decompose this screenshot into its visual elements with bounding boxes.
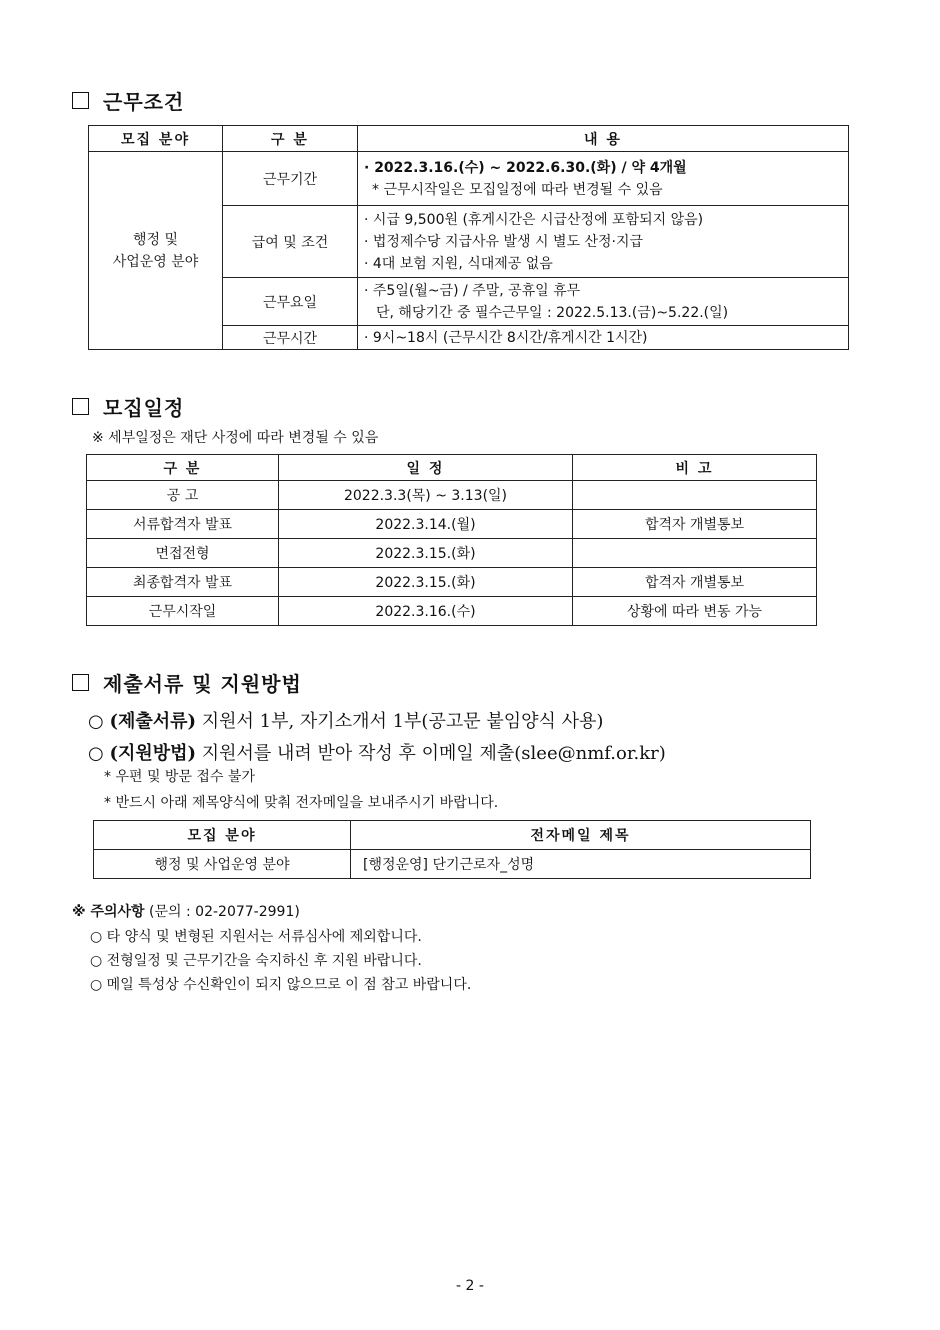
field-cell: 행정 및 사업운영 분야	[94, 850, 351, 879]
field-cell	[89, 152, 223, 350]
content-line: · 9시~18시 (근무시간 8시간/휴게시간 1시간)	[364, 329, 648, 346]
content-line: · 2022.3.16.(수) ~ 2022.6.30.(화) / 약 4개월	[364, 159, 687, 176]
content-line: * 근무시작일은 모집일정에 따라 변경될 수 있음	[372, 181, 663, 198]
row-content	[358, 278, 849, 326]
table-header: 구 분	[223, 126, 358, 152]
schedule-date: 2022.3.15.(화)	[279, 539, 573, 568]
page-number: - 2 -	[456, 1278, 484, 1294]
caution-item: ○ 전형일정 및 근무기간을 숙지하신 후 지원 바랍니다.	[90, 953, 422, 969]
item-label: (지원방법)	[109, 743, 197, 764]
section-title-work-conditions	[72, 86, 184, 115]
table-header: 모집 분야	[89, 126, 223, 152]
circle-bullet-icon: ○	[88, 711, 110, 732]
schedule-note: ※ 세부일정은 재단 사정에 따라 변경될 수 있음	[92, 430, 379, 446]
schedule-item: 공 고	[87, 481, 279, 510]
caution-contact: (문의 : 02-2077-2991)	[144, 904, 300, 920]
item-text: 지원서를 내려 받아 작성 후 이메일 제출(slee@nmf.or.kr)	[196, 743, 666, 764]
schedule-date: 2022.3.3(목) ~ 3.13(일)	[279, 481, 573, 510]
schedule-item: 서류합격자 발표	[87, 510, 279, 539]
submission-note: * 반드시 아래 제목양식에 맞춰 전자메일을 보내주시기 바랍니다.	[104, 795, 499, 811]
checkbox-square-icon	[72, 92, 89, 109]
item-label: (제출서류)	[109, 711, 197, 732]
row-label: 급여 및 조건	[223, 206, 358, 278]
content-line: · 법정제수당 지급사유 발생 시 별도 산정·지급	[364, 233, 644, 250]
schedule-table	[86, 454, 817, 626]
row-content	[358, 152, 849, 206]
schedule-item: 면접전형	[87, 539, 279, 568]
schedule-remark	[573, 481, 817, 510]
table-header: 일 정	[279, 455, 573, 481]
row-label: 근무요일	[223, 278, 358, 326]
row-content	[358, 206, 849, 278]
submission-note: * 우편 및 방문 접수 불가	[104, 769, 255, 785]
caution-title: ※ 주의사항	[72, 904, 145, 920]
caution-item: ○ 메일 특성상 수신확인이 되지 않으므로 이 점 참고 바랍니다.	[90, 977, 472, 993]
item-text: 지원서 1부, 자기소개서 1부(공고문 붙임양식 사용)	[196, 711, 604, 732]
schedule-item: 최종합격자 발표	[87, 568, 279, 597]
table-header: 구 분	[87, 455, 279, 481]
schedule-date: 2022.3.15.(화)	[279, 568, 573, 597]
section-title-schedule	[72, 392, 184, 421]
content-line: · 4대 보험 지원, 식대제공 없음	[364, 255, 553, 272]
content-line: · 시급 9,500원 (휴게시간은 시급산정에 포함되지 않음)	[364, 211, 704, 228]
submission-docs-item	[88, 707, 603, 733]
checkbox-square-icon	[72, 398, 89, 415]
schedule-remark: 합격자 개별통보	[573, 510, 817, 539]
row-label: 근무기간	[223, 152, 358, 206]
row-label: 근무시간	[223, 326, 358, 350]
section-title-text: 모집일정	[103, 396, 185, 420]
caution-item: ○ 타 양식 및 변형된 지원서는 서류심사에 제외합니다.	[90, 929, 422, 945]
table-header: 모집 분야	[94, 821, 351, 850]
table-header: 내 용	[358, 126, 849, 152]
table-header: 전자메일 제목	[351, 821, 811, 850]
section-title-text: 제출서류 및 지원방법	[103, 672, 302, 696]
email-subject-table	[93, 820, 811, 879]
email-subject-cell: [행정운영] 단기근로자_성명	[351, 850, 811, 879]
checkbox-square-icon	[72, 674, 89, 691]
schedule-item: 근무시작일	[87, 597, 279, 626]
content-line: 단, 해당기간 중 필수근무일 : 2022.5.13.(금)~5.22.(일)	[376, 304, 729, 321]
section-title-text: 근무조건	[103, 90, 185, 114]
row-content	[358, 326, 849, 350]
caution-heading	[72, 901, 300, 921]
application-method-item	[88, 739, 666, 765]
schedule-remark: 상황에 따라 변동 가능	[573, 597, 817, 626]
field-line: 사업운영 분야	[112, 253, 199, 270]
schedule-date: 2022.3.16.(수)	[279, 597, 573, 626]
schedule-remark: 합격자 개별통보	[573, 568, 817, 597]
section-title-documents	[72, 668, 302, 697]
schedule-remark	[573, 539, 817, 568]
circle-bullet-icon: ○	[88, 743, 110, 764]
schedule-date: 2022.3.14.(월)	[279, 510, 573, 539]
table-header: 비 고	[573, 455, 817, 481]
field-line: 행정 및	[132, 231, 179, 248]
work-conditions-table	[88, 125, 849, 350]
content-line: · 주5일(월~금) / 주말, 공휴일 휴무	[364, 282, 581, 299]
